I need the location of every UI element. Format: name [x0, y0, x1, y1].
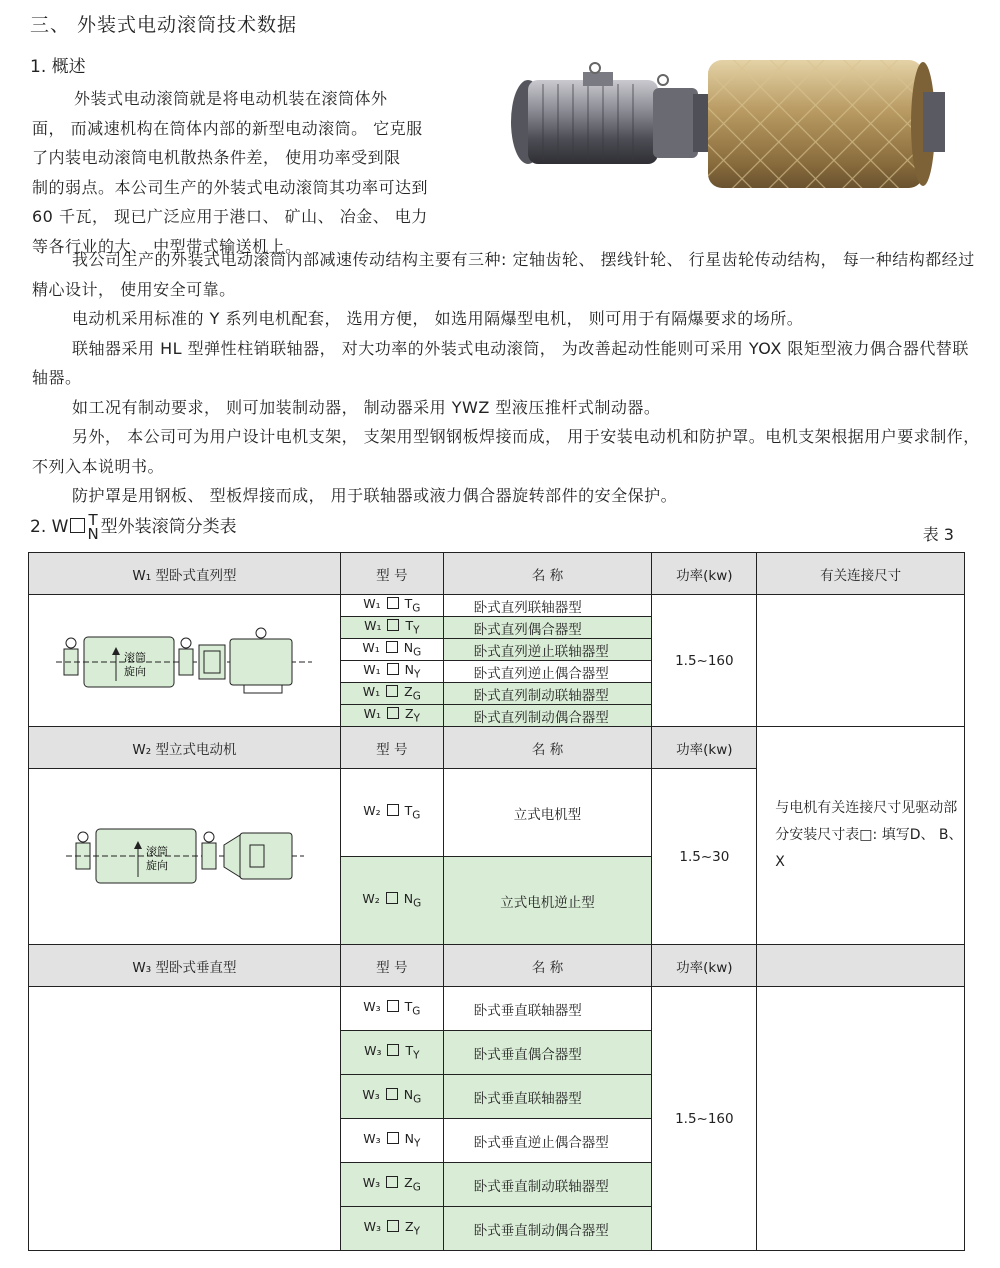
para3: 电动机采用标准的 Y 系列电机配套， 选用方便， 如选用隔爆型电机， 则可用于有隔爆要求的场所。 — [72, 309, 804, 328]
w1-diagram-cell — [29, 595, 341, 727]
col-power: 功率(kw) — [652, 727, 757, 769]
group-title: W₁ 型卧式直列型 — [29, 553, 341, 595]
table-row — [29, 595, 965, 617]
group-header-w3 — [29, 945, 965, 987]
model-cell: W₁ $T_Y$ — [340, 617, 443, 639]
classification-table — [28, 552, 965, 1251]
name-cell: 卧式垂直偶合器型 — [443, 1031, 652, 1075]
model-cell: W₁ $N_Y$ — [340, 661, 443, 683]
name-cell: 卧式直列偶合器型 — [443, 617, 652, 639]
model-cell: W₁ $N_G$ — [340, 639, 443, 661]
col-name: 名 称 — [443, 727, 652, 769]
col-connection: 有关连接尺寸 — [757, 553, 965, 595]
overview-heading: 1. 概述 — [30, 57, 86, 77]
para1-line: 制的弱点。本公司生产的外装式电动滚筒其功率可达到 — [32, 177, 429, 197]
classification-heading: 2. W T N 型外装滚筒分类表 — [30, 511, 237, 543]
name-cell: 卧式垂直制动联轴器型 — [443, 1163, 652, 1207]
placeholder-box-icon — [70, 518, 85, 533]
w3-diagram-cell — [29, 987, 341, 1251]
heading-tn: T N — [87, 511, 99, 543]
model-cell: W₃ $T_Y$ — [340, 1031, 443, 1075]
name-cell: 卧式直列逆止联轴器型 — [443, 639, 652, 661]
table-caption: 表 3 — [922, 525, 954, 544]
para4: 联轴器采用 HL 型弹性柱销联轴器， 对大功率的外装式电动滚筒， 为改善起动性能则可采用 YOX 限矩型液力偶合器代替联轴器。 — [32, 338, 969, 387]
col-power: 功率(kw) — [652, 553, 757, 595]
model-cell: W₃ $N_Y$ — [340, 1119, 443, 1163]
rotation-label: 旋向 — [124, 664, 147, 678]
group-title: W₂ 型立式电动机 — [29, 727, 341, 769]
model-cell: W₁ $Z_Y$ — [340, 705, 443, 727]
external-motor-drum-photo — [503, 50, 958, 195]
power-cell: 1.5~160 — [652, 987, 757, 1251]
para1-line: 面， 而减速机构在筒体内部的新型电动滚筒。 它克服 — [32, 118, 423, 138]
para1-line: 等各行业的大、 中型带式输送机上。 — [32, 236, 302, 256]
model-cell: W₃ $T_G$ — [340, 987, 443, 1031]
para6: 另外， 本公司可为用户设计电机支架， 支架用型钢钢板焊接而成， 用于安装电动机和防护罩。电机支架根据用户要求制作， 不列入本说明书。 — [32, 427, 980, 476]
para1-line: 外装式电动滚筒就是将电动机装在滚筒体外 — [74, 89, 388, 108]
connection-cell — [757, 595, 965, 727]
col-model: 型 号 — [340, 727, 443, 769]
para5: 如工况有制动要求， 则可加装制动器， 制动器采用 YWZ 型液压推杆式制动器。 — [72, 397, 661, 417]
table-row — [29, 987, 965, 1031]
name-cell: 卧式直列制动偶合器型 — [443, 705, 652, 727]
group-header-w2 — [29, 727, 965, 769]
connection-cell — [757, 987, 965, 1251]
name-cell: 卧式垂直联轴器型 — [443, 1075, 652, 1119]
w2-diagram-cell — [29, 769, 341, 945]
col-name: 名 称 — [443, 553, 652, 595]
model-cell: W₂ $N_G$ — [340, 857, 443, 945]
model-cell: W₃ $N_G$ — [340, 1075, 443, 1119]
drum-label: 滚筒 — [124, 650, 147, 664]
power-cell: 1.5~160 — [652, 595, 757, 727]
name-cell: 卧式直列联轴器型 — [443, 595, 652, 617]
model-cell: W₂ $T_G$ — [340, 769, 443, 857]
model-cell: W₃ $Z_G$ — [340, 1163, 443, 1207]
group-title: W₃ 型卧式垂直型 — [29, 945, 341, 987]
para1-line: 了内装电动滚筒电机散热条件差， 使用功率受到限 — [32, 148, 401, 167]
section-title: 三、 外装式电动滚筒技术数据 — [30, 14, 298, 36]
para2: 我公司生产的外装式电动滚筒内部减速传动结构主要有三种: 定轴齿轮、 摆线针轮、 行星齿轮传动结构， 每一种结构都经过精心设计， 使用安全可靠。 — [32, 250, 975, 299]
w1-layout-diagram — [54, 609, 314, 709]
col-model: 型 号 — [340, 553, 443, 595]
name-cell: 卧式垂直联轴器型 — [443, 987, 652, 1031]
name-cell: 卧式直列制动联轴器型 — [443, 683, 652, 705]
connection-header-empty — [757, 945, 965, 987]
name-cell: 立式电机型 — [443, 769, 652, 857]
connection-note: 与电机有关连接尺寸见驱动部分安装尺寸表□: 填写D、 B、 X — [757, 727, 965, 945]
drum-label: 滚筒 — [146, 844, 169, 858]
overview-body — [32, 245, 982, 511]
model-cell: W₃ $Z_Y$ — [340, 1207, 443, 1251]
para7: 防护罩是用钢板、 型板焊接而成， 用于联轴器或液力偶合器旋转部件的安全保护。 — [72, 486, 678, 505]
name-cell: 卧式垂直逆止偶合器型 — [443, 1119, 652, 1163]
col-model: 型 号 — [340, 945, 443, 987]
name-cell: 立式电机逆止型 — [443, 857, 652, 945]
rotation-label: 旋向 — [146, 858, 169, 872]
group-header-w1 — [29, 553, 965, 595]
name-cell: 卧式直列逆止偶合器型 — [443, 661, 652, 683]
model-cell: W₁ $Z_G$ — [340, 683, 443, 705]
overview-para1 — [32, 84, 472, 261]
name-cell: 卧式垂直制动偶合器型 — [443, 1207, 652, 1251]
w2-layout-diagram — [54, 805, 314, 905]
power-cell: 1.5~30 — [652, 769, 757, 945]
col-power: 功率(kw) — [652, 945, 757, 987]
col-name: 名 称 — [443, 945, 652, 987]
model-cell: W₁ $T_G$ — [340, 595, 443, 617]
para1-line: 60 千瓦， 现已广泛应用于港口、 矿山、 冶金、 电力 — [32, 207, 428, 226]
